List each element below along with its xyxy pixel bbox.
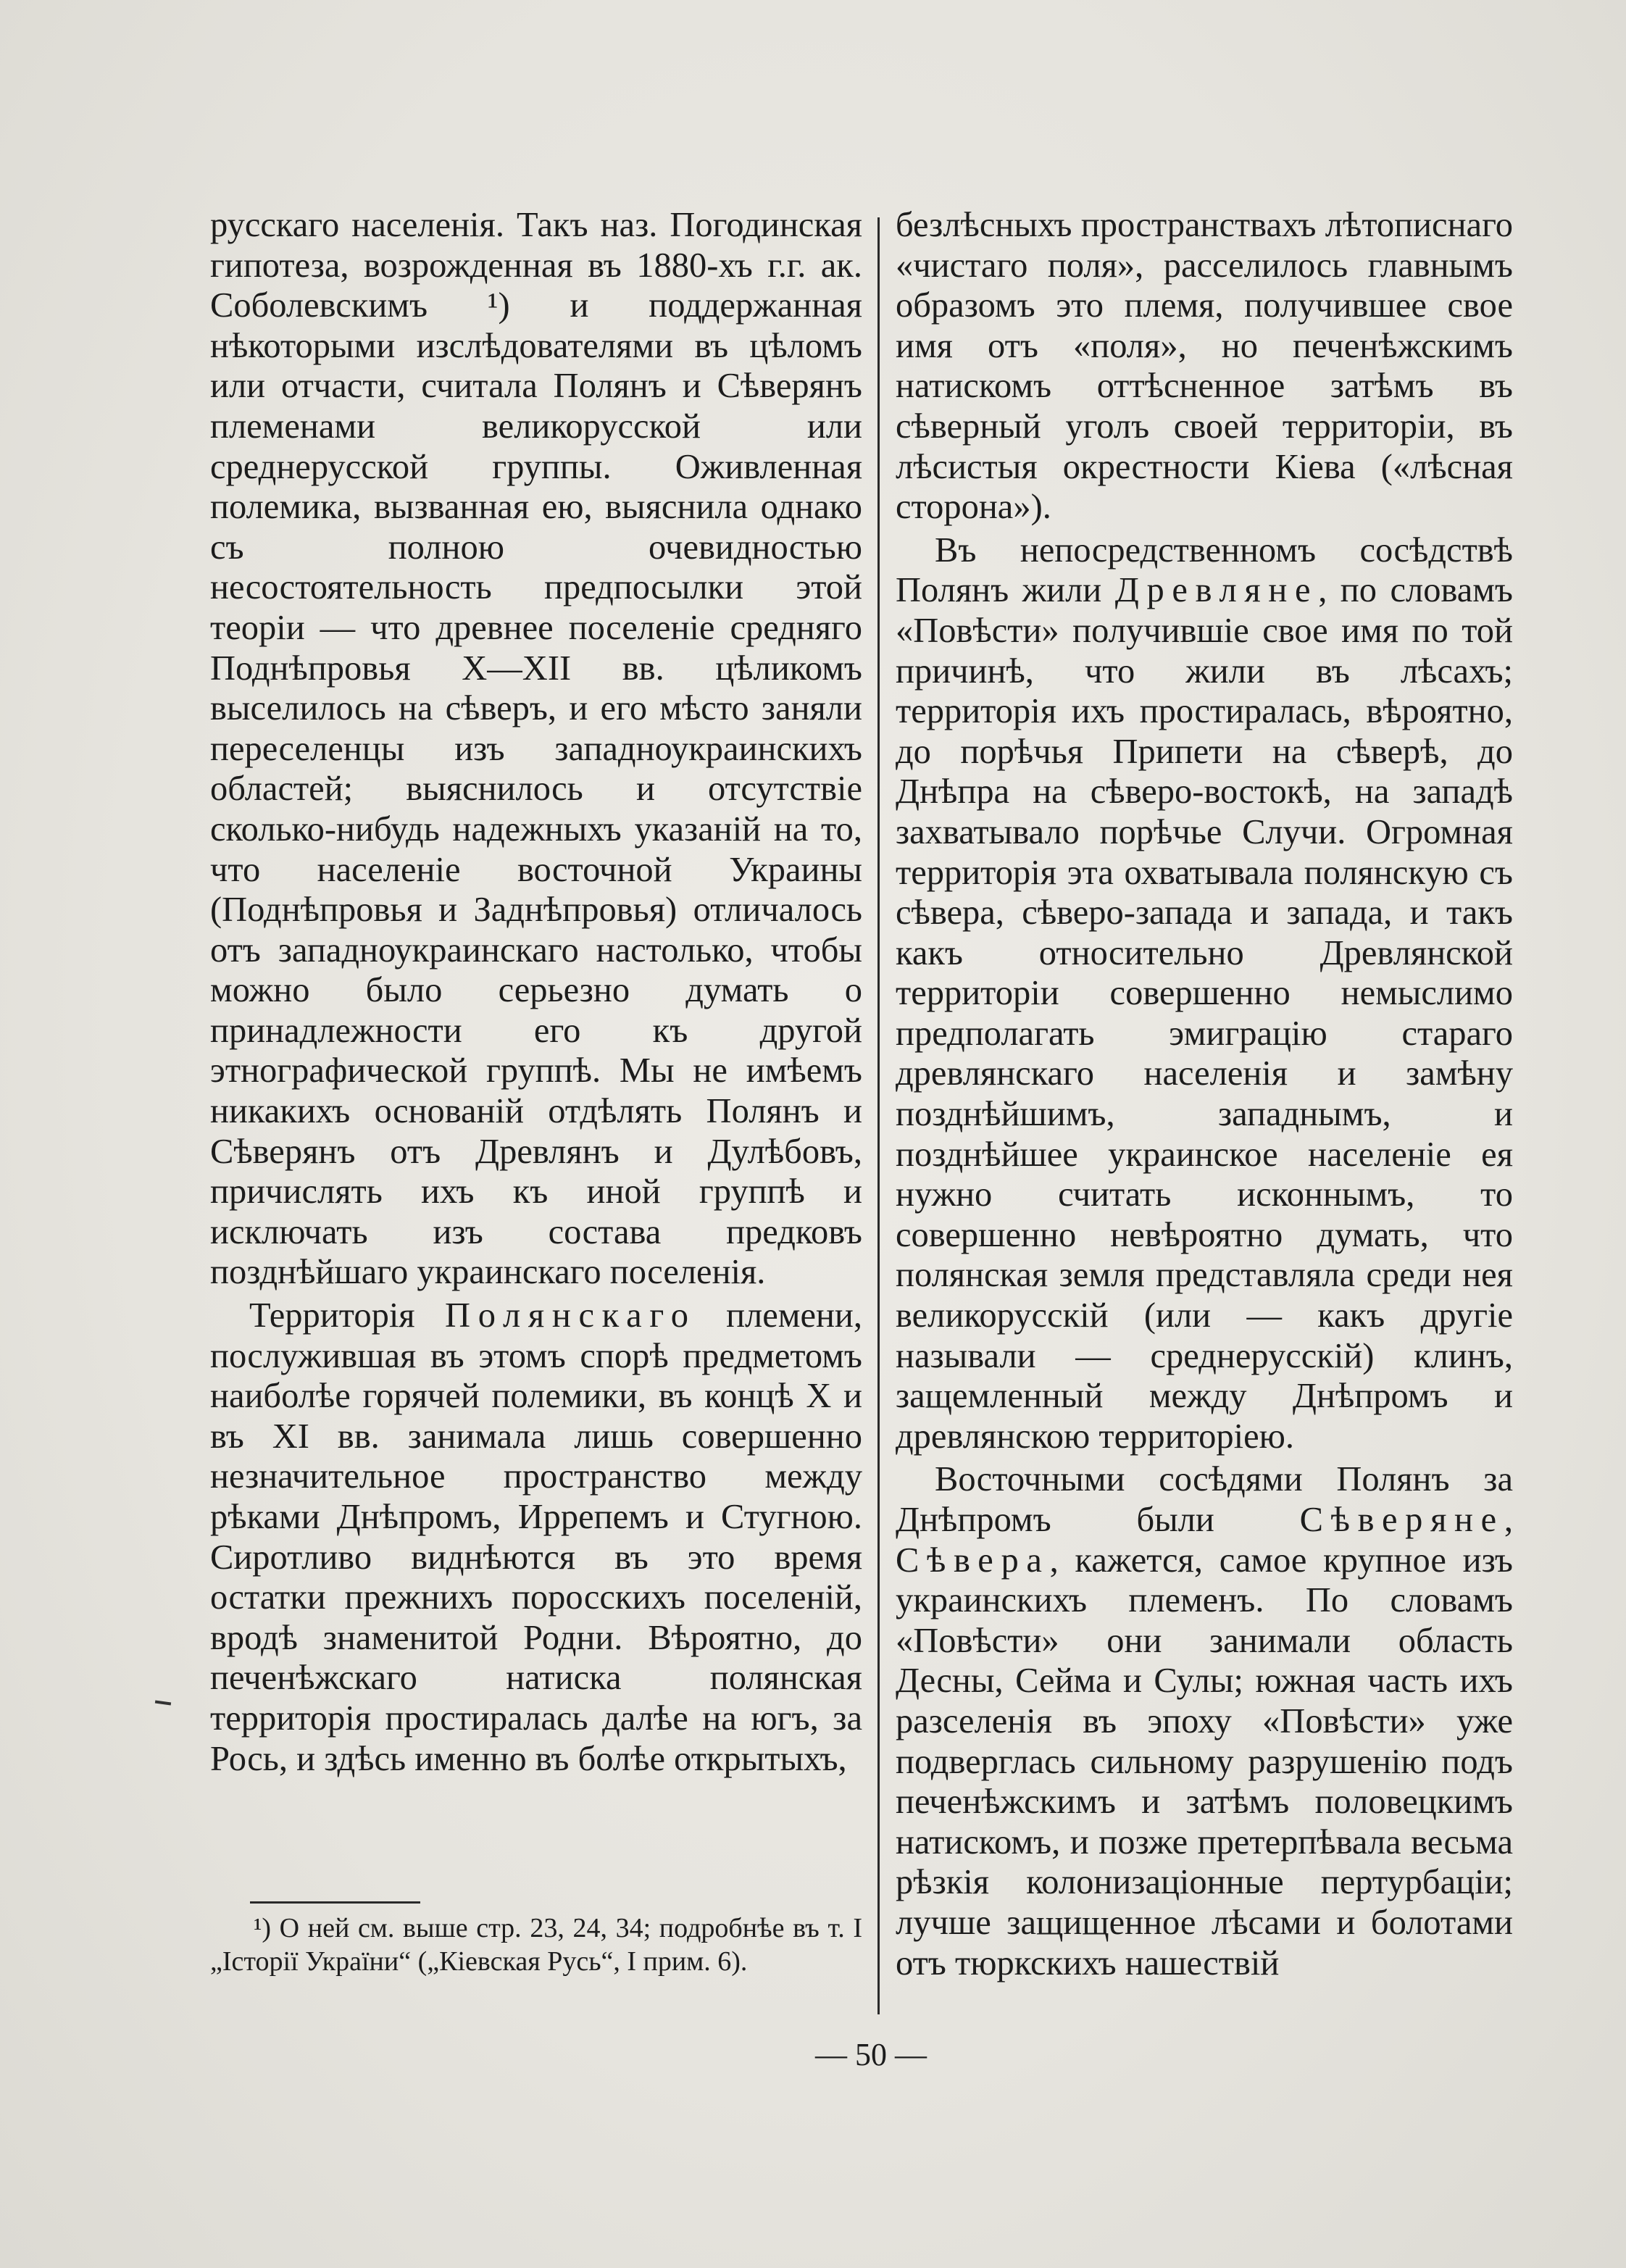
left-paragraph-2	[210, 1296, 862, 1779]
right-paragraph-3-comma: ,	[1504, 1501, 1513, 1539]
footnote-text: ¹) О ней см. выше стр. 23, 24, 34; подробнѣе въ т. I „Історії України“ („Кіевская Русь“, I прим. 6).	[210, 1913, 862, 1977]
page-number: — 50 —	[815, 2037, 927, 2072]
column-divider	[877, 217, 880, 2014]
drevlyane-tribe-name: Древляне	[1114, 571, 1319, 610]
right-paragraph-1: безлѣсныхъ пространствахъ лѣтописнаго «чистаго поля», расселилось главнымъ образомъ это племя, получившее свое имя отъ «поля», но печенѣжскимъ натискомъ оттѣсненное затѣмъ въ сѣверный уголъ своей территоріи, въ лѣсистыя окрестности Кіева («лѣсная сторона»).	[896, 206, 1513, 527]
polyan-tribe-name: Полянскаго	[445, 1296, 696, 1335]
right-paragraph-3-lead: Восточными сосѣдями Полянъ за Днѣпромъ были	[896, 1460, 1513, 1539]
left-paragraph-2-lead: Территорія	[249, 1296, 415, 1335]
right-paragraph-3	[896, 1459, 1513, 1983]
margin-mark	[155, 1700, 171, 1705]
severa-tribe-name: Сѣвера	[896, 1541, 1050, 1580]
right-paragraph-3-rest: , кажется, самое крупное изъ украинскихъ племенъ. По словамъ «Повѣсти» они занимали область Десны, Сейма и Сулы; южная часть ихъ разселенія въ эпоху «Повѣсти» уже подверглась сильному разрушенію подъ печенѣжскимъ и затѣмъ половецкимъ натискомъ, и позже претерпѣвала весьма рѣзкія колонизаціонные пертурбаціи; лучше защищенное лѣсами и болотами отъ тюркскихъ нашествій	[896, 1541, 1513, 1983]
left-paragraph-1: русскаго населенія. Такъ наз. Погодинская гипотеза, возрожденная въ 1880-хъ г.г. ак. Соболевскимъ ¹) и поддержанная нѣкоторыми изслѣдователями въ цѣломъ или отчасти, считала Полянъ и Сѣверянъ племенами великорусской или среднерусской группы. Оживленная полемика, вызванная ею, выяснила однако съ полною очевидностью несостоятельность предпосылки этой теоріи — что древнее поселеніе средняго Поднѣпровья X—XII вв. цѣликомъ выселилось на сѣверъ, и его мѣсто заняли переселенцы изъ западноукраинскихъ областей; выяснилось и отсутствіе сколько-нибудь надежныхъ указаній на то, что населеніе восточной Украины (Поднѣпровья и Заднѣпровья) отличалось отъ западноукраинскаго настолько, чтобы можно было серьезно думать о принадлежности его къ другой этнографической группѣ. Мы не имѣемъ никакихъ основаній отдѣлять Полянъ и Сѣверянъ отъ Древлянъ и Дулѣбовъ, причислять ихъ къ иной группѣ и исключать изъ состава предковъ позднѣйшаго украинскаго поселенія.	[210, 206, 862, 1292]
right-paragraph-2-lead: Въ непосредственномъ сосѣдствѣ Полянъ жили	[896, 530, 1513, 610]
right-paragraph-2-rest: , по словамъ «Повѣсти» получившіе свое имя по той причинѣ, что жили въ лѣсахъ; территорія ихъ простиралась, вѣроятно, до порѣчья Припети на сѣверѣ, до Днѣпра на сѣверо-востокѣ, на западѣ захватывало порѣчье Случи. Огромная территорія эта охватывала полянскую съ сѣвера, сѣверо-запада и запада, и такъ какъ относительно Древлянской территоріи совершенно немыслимо предполагать эмиграцію стараго древлянскаго населенія и замѣну позднѣйшимъ, западнымъ, и позднѣйшее украинское населеніе ея нужно считать исконнымъ, то совершенно невѣроятно думать, что полянская земля представляла среди нея великорусскій (или — какъ другіе называли — среднерусскій) клинъ, защемленный между Днѣпромъ и древлянскою территоріею.	[896, 571, 1513, 1456]
severyane-tribe-name: Сѣверяне	[1299, 1501, 1504, 1539]
footnote-rule	[250, 1901, 420, 1904]
right-text-column	[896, 205, 1513, 1983]
footnote	[210, 1911, 862, 1978]
left-text-column	[210, 205, 862, 1779]
left-paragraph-2-rest: племени, послужившая въ этомъ спорѣ предметомъ наиболѣе горячей полемики, въ концѣ X и въ XI вв. занимала лишь совершенно незначительное пространство между рѣками Днѣпромъ, Иррепемъ и Стугною. Сиротливо виднѣются въ это время остатки прежнихъ поросскихъ поселеній, вродѣ знаменитой Родни. Вѣроятно, до печенѣжскаго натиска полянская территорія простиралась далѣе на югъ, за Рось, и здѣсь именно въ болѣе открытыхъ,	[210, 1296, 863, 1778]
right-paragraph-2	[896, 530, 1513, 1457]
